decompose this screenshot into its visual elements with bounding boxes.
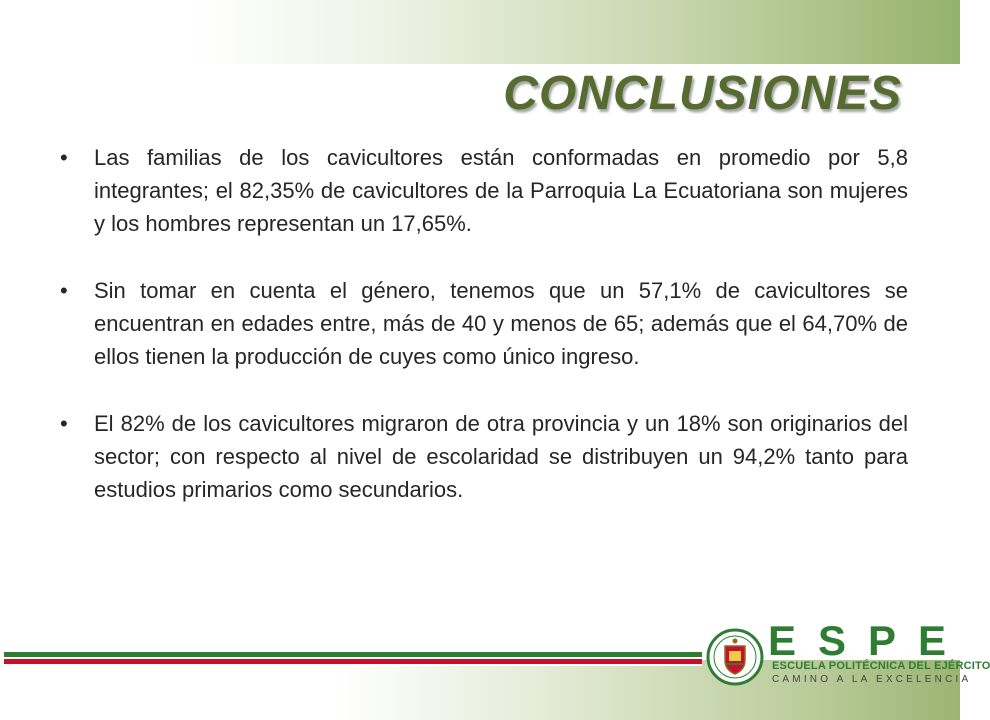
bullet-text: Sin tomar en cuenta el género, tenemos que un 57,1% de cavicultores se encuentran en edades entre, más de 40 y menos de 65; además que el 64,70% de ellos tienen la producción de cuyes como único ingreso. bbox=[94, 278, 908, 369]
university-seal-icon bbox=[706, 624, 764, 690]
bullet-item bbox=[60, 274, 908, 373]
bullet-item bbox=[60, 141, 908, 240]
espe-motto: CAMINO A LA EXCELENCIA bbox=[772, 674, 972, 685]
bullet-list bbox=[60, 141, 908, 540]
bullet-text: Las familias de los cavicultores están conformadas en promedio por 5,8 integrantes; el 82,35% de cavicultores de la Parroquia La Ecuatoriana son mujeres y los hombres representan un 17,65%. bbox=[94, 145, 908, 236]
espe-logo bbox=[706, 617, 990, 694]
bullet-marker: • bbox=[60, 145, 68, 170]
bullet-item bbox=[60, 407, 908, 506]
espe-acronym: ESPE bbox=[768, 617, 969, 664]
bullet-marker: • bbox=[60, 411, 68, 436]
bullet-text: El 82% de los cavicultores migraron de otra provincia y un 18% son originarios del sector; con respecto al nivel de escolaridad se distribuyen un 94,2% tanto para estudios primarios como secundarios. bbox=[94, 411, 908, 502]
divider-gap bbox=[4, 664, 702, 666]
slide-title: CONCLUSIONES bbox=[503, 67, 902, 120]
top-gradient-band bbox=[0, 0, 960, 64]
espe-institution-name: ESCUELA POLITÉCNICA DEL EJÉRCITO bbox=[772, 660, 990, 672]
bullet-marker: • bbox=[60, 278, 68, 303]
